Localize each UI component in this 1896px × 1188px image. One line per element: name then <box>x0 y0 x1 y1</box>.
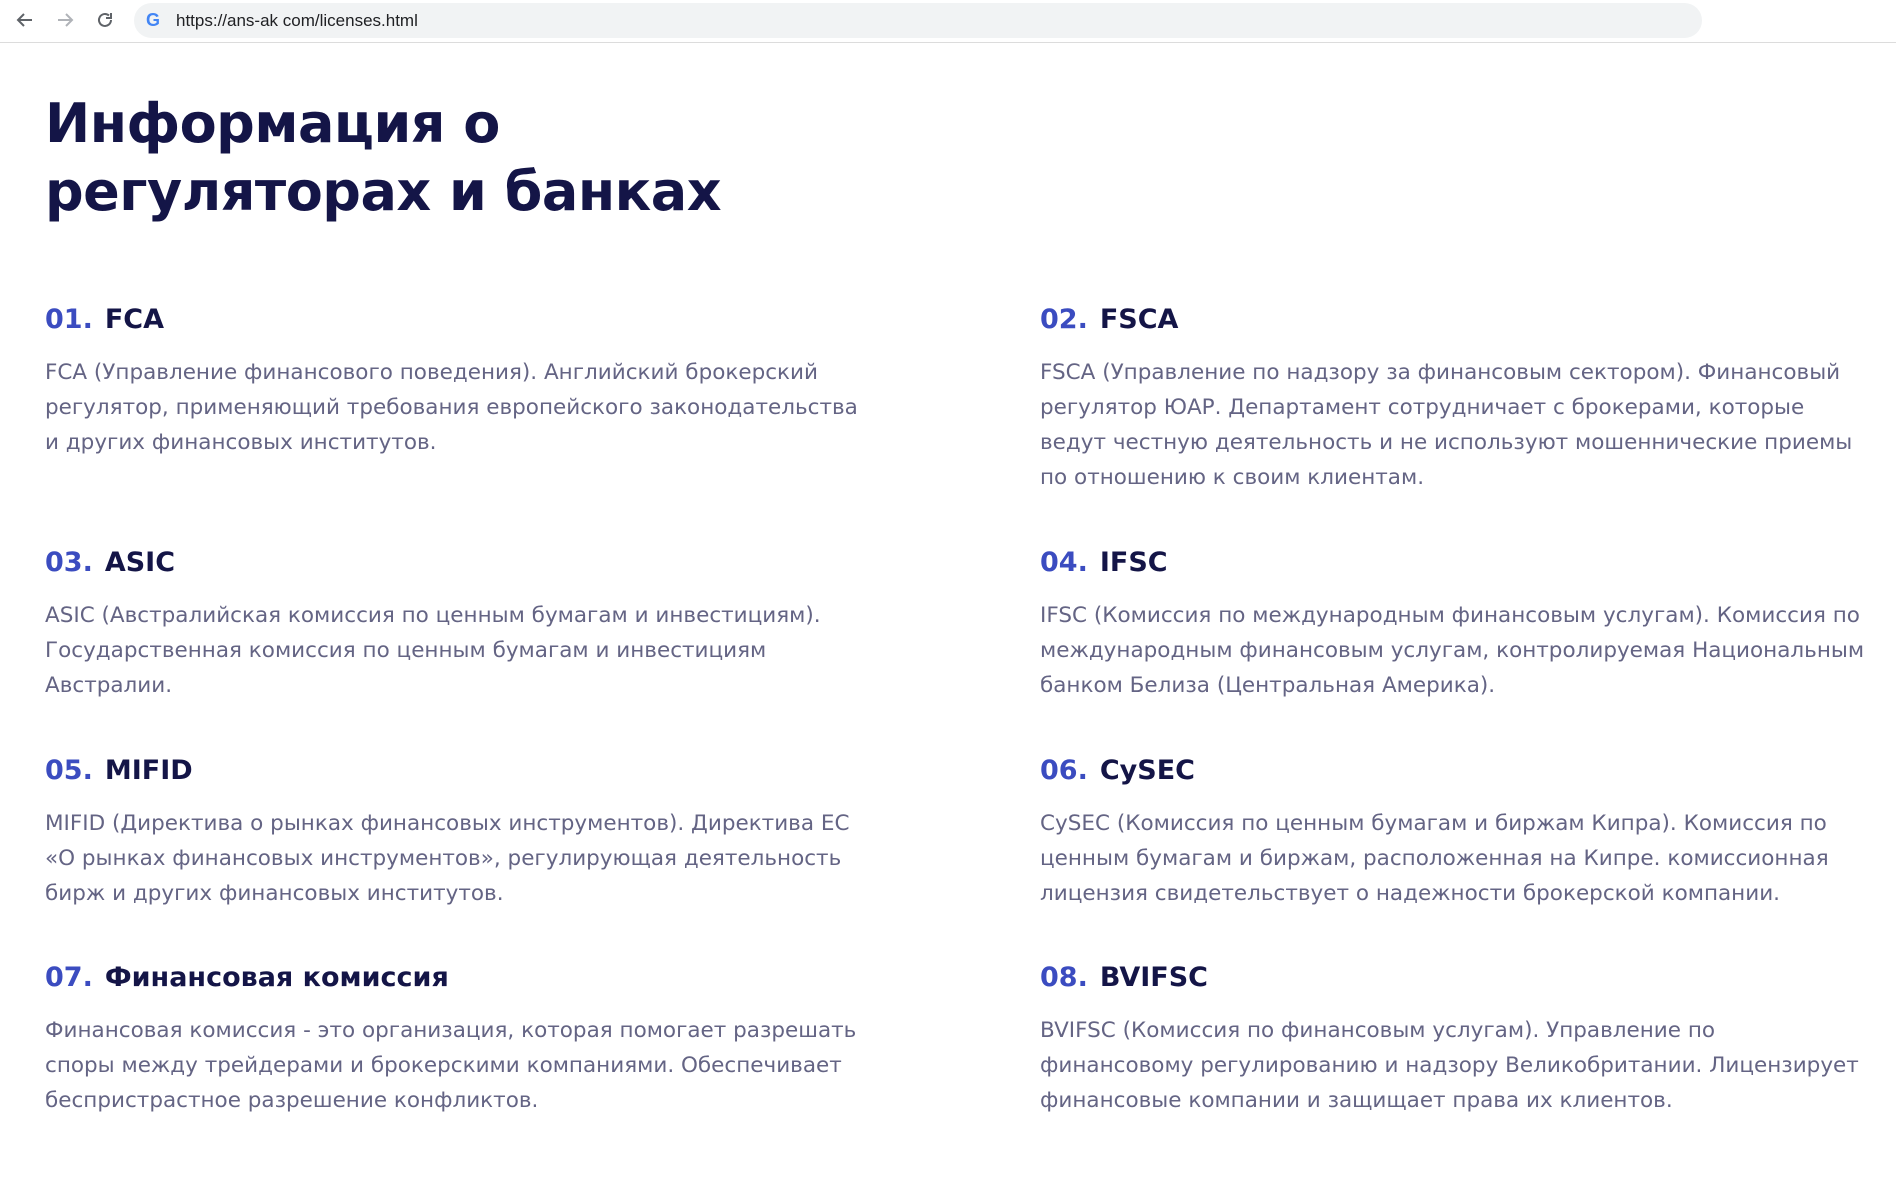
regulator-name: FCA <box>104 304 164 335</box>
regulator-number: 05. <box>45 755 93 786</box>
regulator-heading <box>1040 961 1870 995</box>
regulator-name: BVIFSC <box>1099 962 1208 993</box>
regulator-description: ASIC (Австралийская комиссия по ценным бумагам и инвестициям). Государственная комиссия по ценным бумагам и инвестициям Австралии. <box>45 603 821 698</box>
regulator-description: IFSC (Комиссия по международным финансовым услугам). Комиссия по международным финансовым услугам, контролируемая Национальным банком Белиза (Центральная Америка). <box>1040 603 1865 698</box>
regulator-heading <box>45 546 865 580</box>
regulator-heading <box>45 303 865 337</box>
regulator-heading <box>45 754 865 788</box>
regulator-name: IFSC <box>1099 547 1168 578</box>
regulator-card-asic <box>45 546 865 703</box>
regulator-card-fsca <box>1040 303 1870 495</box>
page-title-line-1: Информация о <box>45 92 500 155</box>
regulator-card-cysec <box>1040 754 1870 911</box>
regulator-name: ASIC <box>104 547 176 578</box>
regulator-card-bvifsc <box>1040 961 1870 1118</box>
regulator-number: 04. <box>1040 547 1088 578</box>
regulator-card-financial-commission <box>45 961 865 1118</box>
browser-toolbar <box>0 0 1896 43</box>
forward-arrow-icon[interactable] <box>50 5 80 35</box>
regulator-card-mifid <box>45 754 865 911</box>
url-text[interactable]: https://ans-ak com/licenses.html <box>176 11 418 30</box>
regulator-number: 08. <box>1040 962 1088 993</box>
regulator-description: BVIFSC (Комиссия по финансовым услугам). Управление по финансовому регулированию и надзору Великобритании. Лицензирует финансовые компании и защищает права их клиентов. <box>1040 1018 1859 1113</box>
regulator-name: Финансовая комиссия <box>104 962 449 993</box>
regulator-description: CySEC (Комиссия по ценным бумагам и биржам Кипра). Комиссия по ценным бумагам и биржам, расположенная на Кипре. комиссионная лицензия свидетельствует о надежности брокерской компании. <box>1040 811 1829 906</box>
reload-icon[interactable] <box>90 5 120 35</box>
regulator-heading <box>45 961 865 995</box>
regulator-name: MIFID <box>104 755 193 786</box>
regulator-number: 01. <box>45 304 93 335</box>
regulator-description: FSCA (Управление по надзору за финансовым сектором). Финансовый регулятор ЮАР. Департамент сотрудничает с брокерами, которые ведут честную деятельность и не используют мошеннические приемы по отношению к своим клиентам. <box>1040 360 1853 490</box>
regulator-number: 03. <box>45 547 93 578</box>
regulator-heading <box>1040 303 1870 337</box>
back-arrow-icon[interactable] <box>10 5 40 35</box>
regulator-number: 02. <box>1040 304 1088 335</box>
regulator-number: 07. <box>45 962 93 993</box>
page-title <box>45 90 721 226</box>
address-bar[interactable] <box>134 3 1702 38</box>
regulator-card-ifsc <box>1040 546 1870 703</box>
regulator-description: Финансовая комиссия - это организация, которая помогает разрешать споры между трейдерами и брокерскими компаниями. Обеспечивает беспристрастное разрешение конфликтов. <box>45 1018 857 1113</box>
regulator-heading <box>1040 754 1870 788</box>
regulator-name: FSCA <box>1099 304 1179 335</box>
regulator-description: MIFID (Директива о рынках финансовых инструментов). Директива ЕС «О рынках финансовых инструментов», регулирующая деятельность бирж и других финансовых институтов. <box>45 811 850 906</box>
google-icon: G <box>146 10 161 30</box>
regulator-number: 06. <box>1040 755 1088 786</box>
regulator-heading <box>1040 546 1870 580</box>
regulator-description: FCA (Управление финансового поведения). Английский брокерский регулятор, применяющий требования европейского законодательства и других финансовых институтов. <box>45 360 858 455</box>
regulator-card-fca <box>45 303 865 460</box>
page-title-line-2: регуляторах и банках <box>45 160 722 223</box>
regulator-name: CySEC <box>1099 755 1195 786</box>
